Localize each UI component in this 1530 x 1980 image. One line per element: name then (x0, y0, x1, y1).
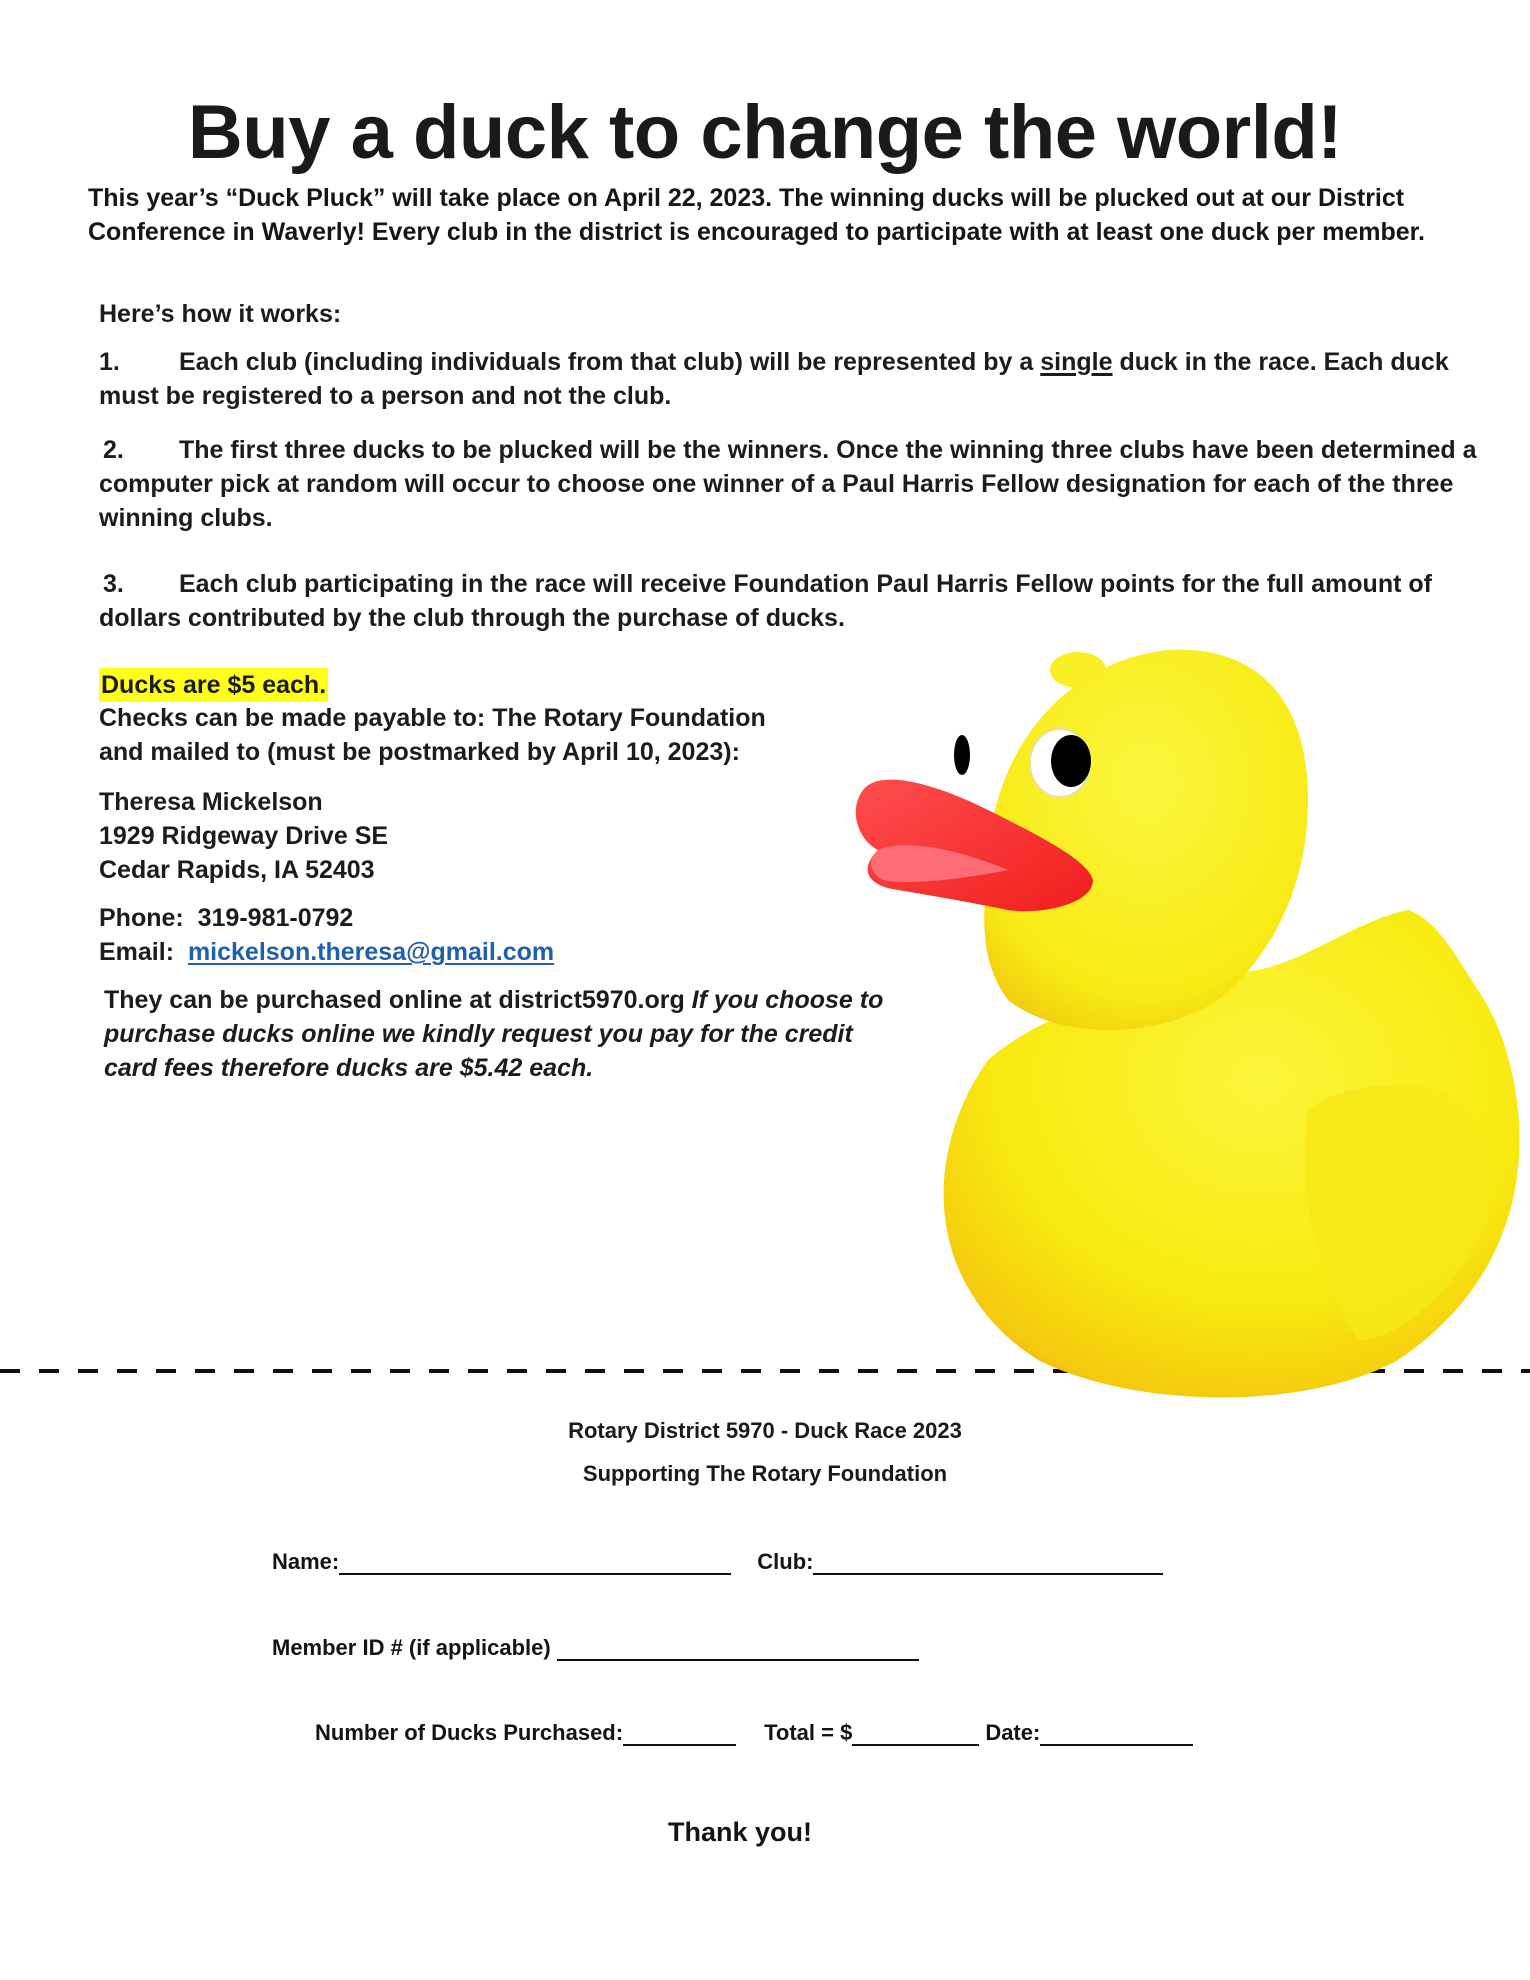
rule-item-3 (99, 567, 1499, 635)
check-mail-line: and mailed to (must be postmarked by April 10, 2023): (99, 738, 740, 766)
form-row-purchase (315, 1720, 1193, 1746)
duck-eye-pupil (1051, 735, 1091, 787)
member-id-field[interactable] (557, 1637, 919, 1661)
ducks-purchased-field[interactable] (623, 1722, 736, 1746)
rule-text: Each club (including individuals from that club) will be represented by a (179, 348, 1041, 376)
mailing-address (99, 785, 388, 887)
rule-number: 2. (103, 436, 124, 464)
duck-far-eye (954, 735, 970, 775)
form-row-name-club (272, 1549, 1163, 1575)
recipient-city: Cedar Rapids, IA 52403 (99, 856, 375, 884)
contact-info (99, 901, 554, 969)
form-title: Rotary District 5970 - Duck Race 2023 (568, 1418, 962, 1443)
email-line (99, 935, 554, 969)
rule-text: Each club participating in the race will receive Foundation Paul Harris Fellow points for the full amount of dollars contributed by the club through the purchase of ducks. (99, 570, 1432, 632)
recipient-name: Theresa Mickelson (99, 788, 323, 816)
check-payee-line: Checks can be made payable to: The Rotary Foundation (99, 704, 766, 732)
duck-tuft (1050, 652, 1106, 688)
online-fee-note: If you choose to purchase ducks online we kindly request you pay for the credit card fees therefore ducks are $5.42 each. (104, 986, 884, 1082)
phone-number: 319-981-0792 (197, 904, 354, 932)
rule-item-2 (99, 433, 1499, 535)
date-field[interactable] (1040, 1722, 1193, 1746)
name-label: Name: (272, 1549, 340, 1574)
rule-text: The first three ducks to be plucked will be the winners. Once the winning three clubs have been determined a computer pick at random will occur to choose one winner of a Paul Harris Fellow designation for each of the three winning clubs. (99, 436, 1477, 532)
check-instructions (99, 701, 859, 769)
form-subtitle: Supporting The Rotary Foundation (582, 1461, 948, 1486)
price-highlight: Ducks are $5 each. (99, 668, 328, 702)
rule-item-1 (99, 345, 1499, 413)
thank-you-text: Thank you! (667, 1817, 812, 1847)
email-link[interactable]: mickelson.theresa@gmail.com (187, 938, 555, 966)
recipient-street: 1929 Ridgeway Drive SE (99, 822, 389, 850)
email-label: Email: (99, 938, 175, 966)
phone-line (99, 901, 554, 935)
club-field[interactable] (813, 1551, 1163, 1575)
date-label: Date: (985, 1720, 1041, 1745)
rule-text-end: duck in the race. Each duck must be registered to a person and not the club. (99, 348, 1449, 410)
page-title: Buy a duck to change the world! (187, 90, 1343, 175)
intro-paragraph: This year’s “Duck Pluck” will take place on April 22, 2023. The winning ducks will be plucked out at our District Conference in Waverly! Every club in the district is encouraged to participate with at least one duck per member. (88, 184, 1425, 246)
form-row-member-id (272, 1635, 919, 1661)
name-field[interactable] (339, 1551, 731, 1575)
online-text: They can be purchased online at district5970.org (104, 986, 692, 1014)
online-purchase-note (104, 983, 904, 1085)
total-label: Total = $ (764, 1720, 853, 1745)
rule-number: 3. (103, 570, 124, 598)
rule-emphasis: single (1040, 348, 1113, 376)
rule-number: 1. (99, 348, 120, 376)
rubber-duck-image (838, 640, 1530, 1400)
how-it-works-heading: Here’s how it works: (99, 300, 342, 328)
member-id-label: Member ID # (if applicable) (272, 1635, 551, 1660)
club-label: Club: (757, 1549, 814, 1574)
total-field[interactable] (852, 1722, 979, 1746)
phone-label: Phone: (99, 904, 184, 932)
ducks-purchased-label: Number of Ducks Purchased: (315, 1720, 624, 1745)
